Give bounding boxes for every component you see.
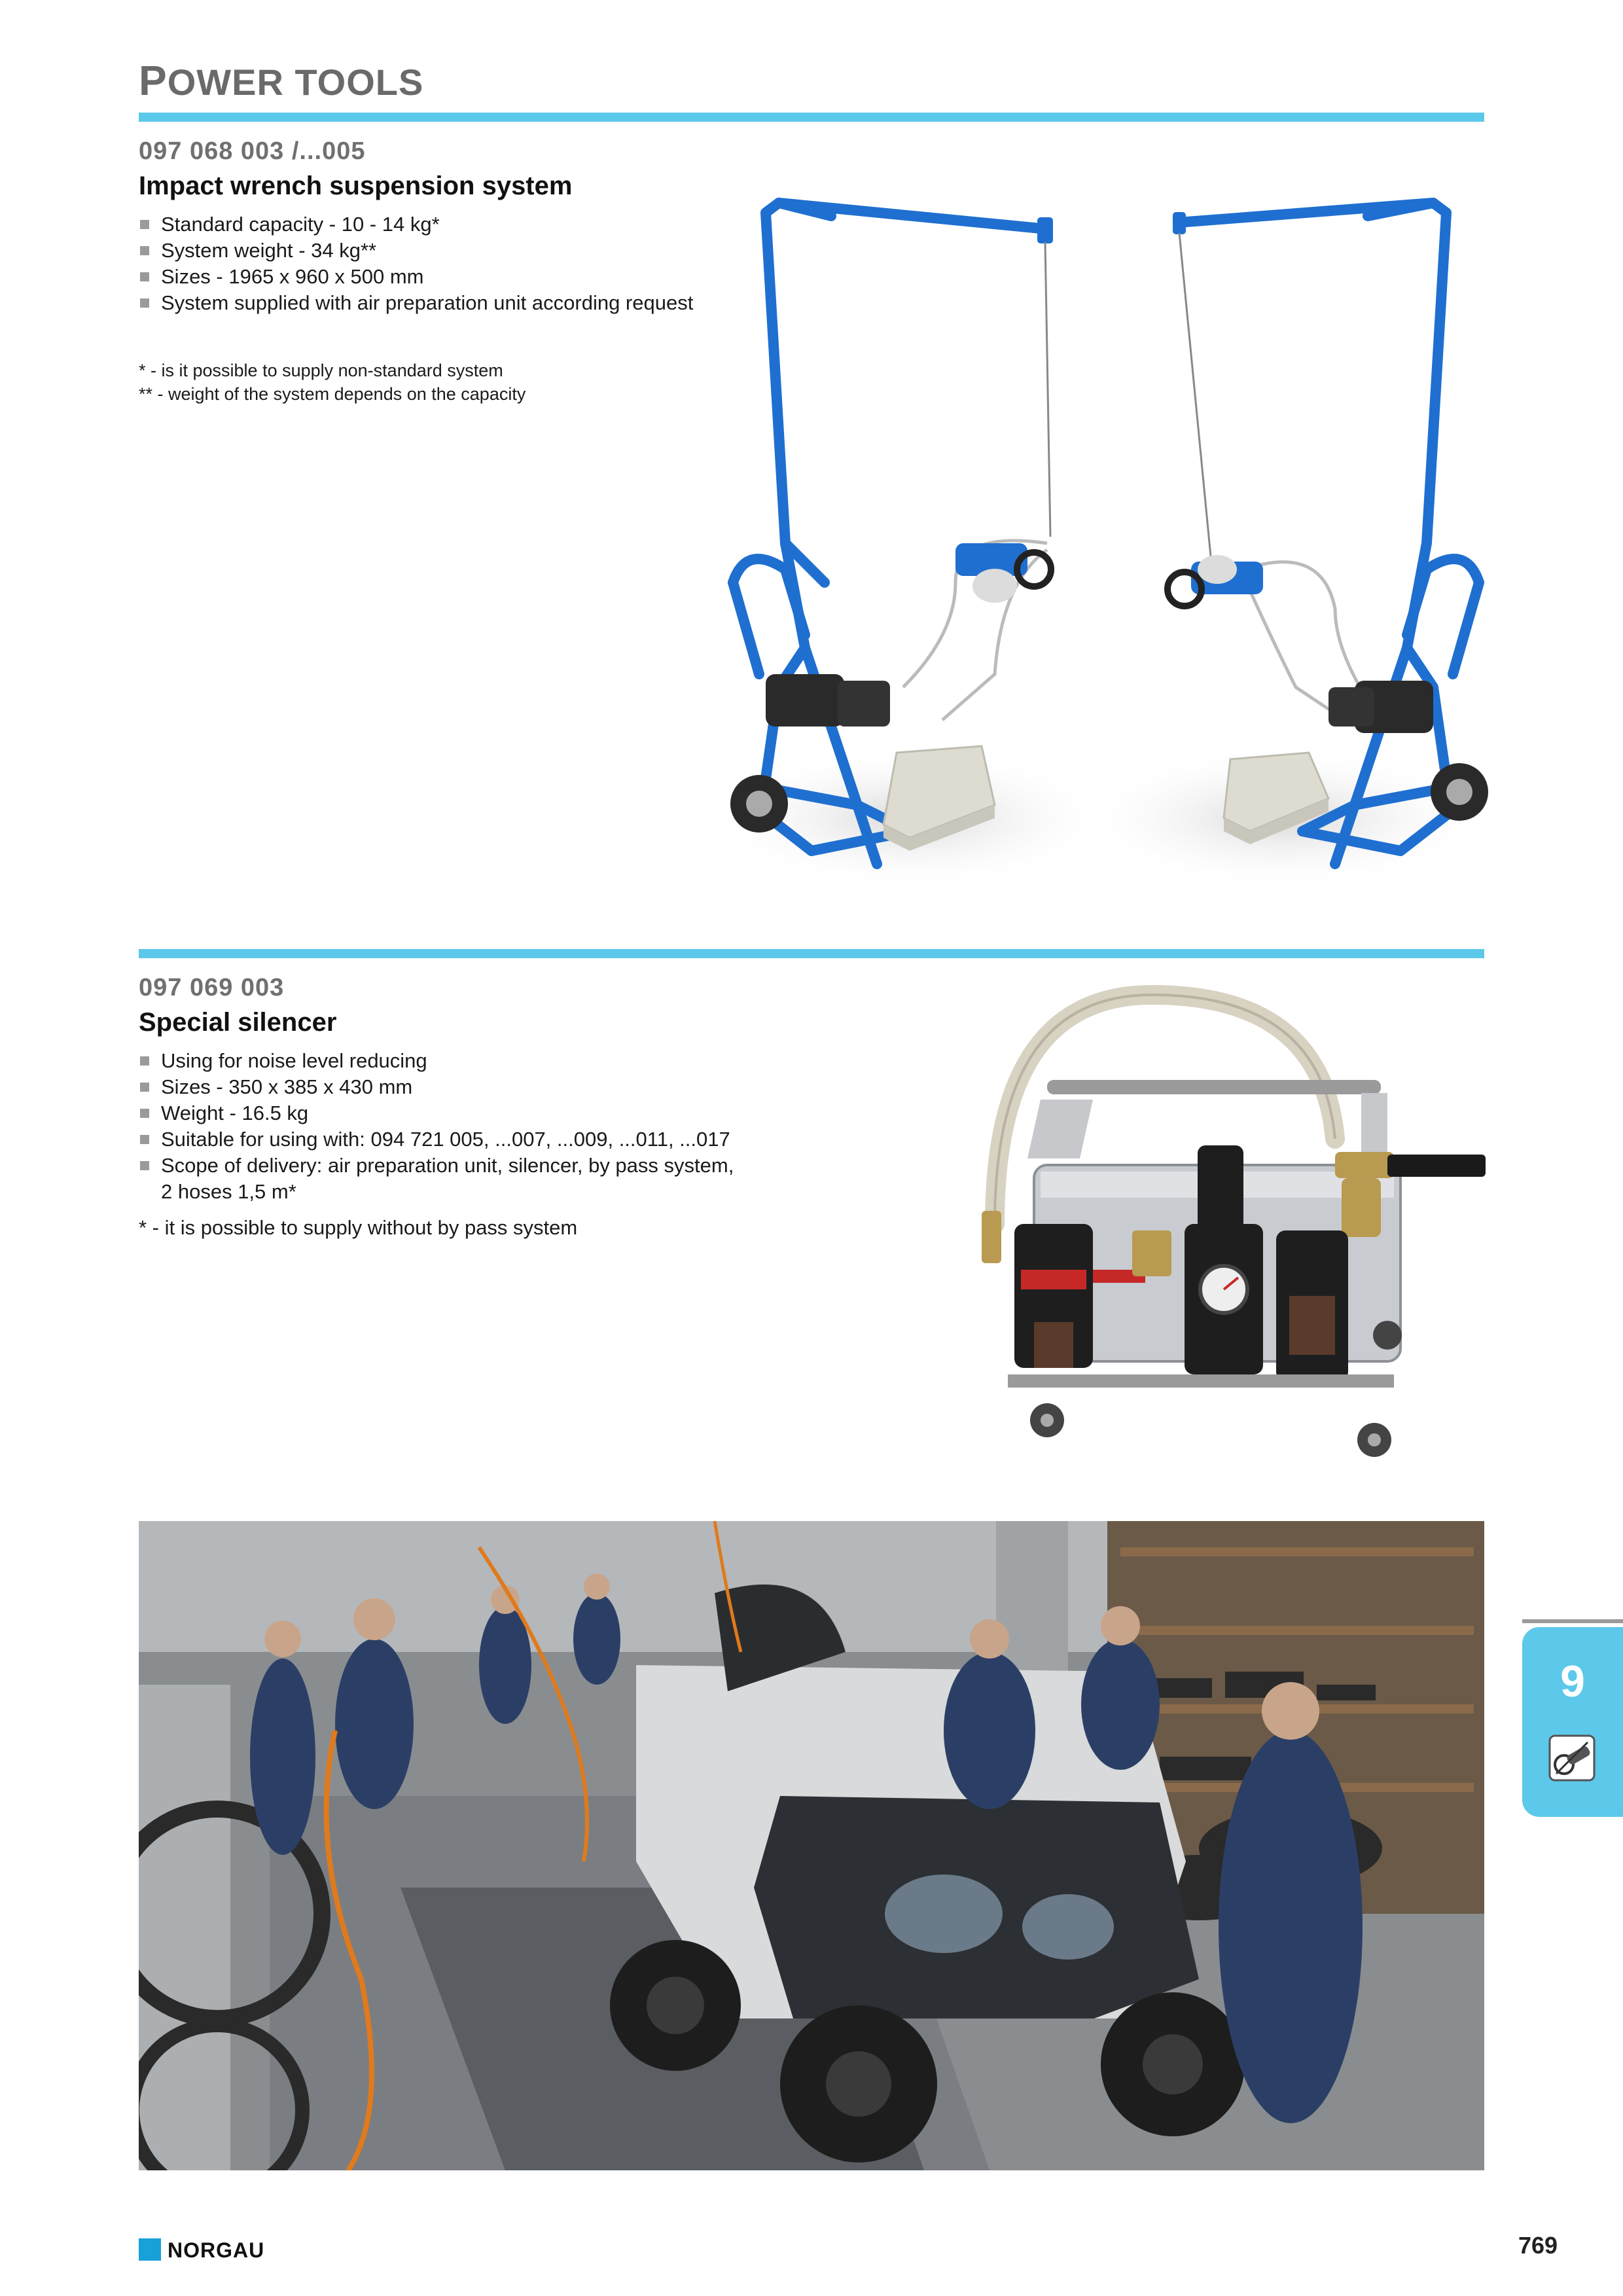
spec-item: Suitable for using with: 094 721 005, ...007, ...009, ...011, ...017 [139,1126,767,1153]
page-title-rest: OWER TOOLS [167,62,424,103]
product-code: 097 068 003 /...005 [139,137,366,165]
spec-item: Weight - 16.5 kg [139,1100,767,1126]
spec-item: Sizes - 350 x 385 x 430 mm [139,1074,767,1100]
spec-item: Using for noise level reducing [139,1048,767,1074]
product-spec-list [139,211,728,316]
grinder-icon [1548,1734,1596,1782]
page-title-cap: P [139,57,168,104]
product-spec-list [139,1048,767,1205]
page-title [139,56,423,105]
spec-item: System weight - 34 kg** [139,238,728,264]
brand-name: NORGAU [168,2238,265,2262]
suspension-system-photo [707,177,1492,884]
product-notes [139,359,728,406]
spec-item: Standard capacity - 10 - 14 kg* [139,211,728,238]
assembly-line-photo [139,1521,1484,2170]
footnote: ** - weight of the system depends on the capacity [139,384,526,404]
product-note: * - it is possible to supply without by pass system [139,1216,578,1239]
spec-item: System supplied with air preparation unit according request [139,290,728,316]
brand-logo-square [139,2238,161,2261]
page-number: 769 [1518,2232,1558,2259]
silencer-photo [969,982,1486,1466]
header-rule [139,113,1484,122]
spec-item: Sizes - 1965 x 960 x 500 mm [139,264,728,290]
spec-item: Scope of delivery: air preparation unit, silencer, by pass system, 2 hoses 1,5 m* [139,1153,750,1205]
product-title: Impact wrench suspension system [139,171,573,200]
section-tab-number: 9 [1560,1657,1585,1706]
section-tab-divider [1522,1619,1623,1623]
section-rule [139,949,1484,958]
product-title: Special silencer [139,1008,337,1037]
footnote: * - is it possible to supply non-standard system [139,361,503,380]
product-code: 097 069 003 [139,974,285,1001]
